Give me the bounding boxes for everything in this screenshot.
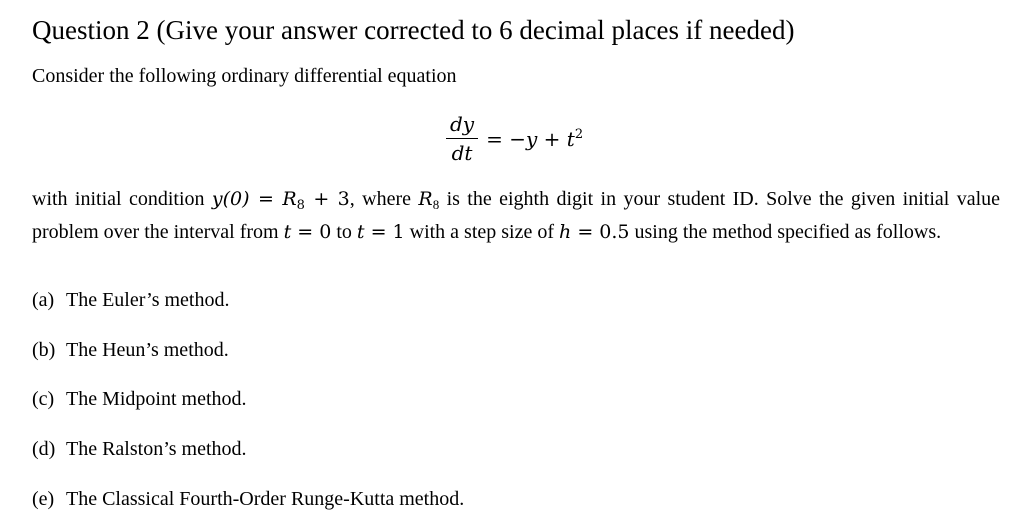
rhs-exponent: 2 [574,126,584,142]
t-symbol: t [356,221,365,243]
initial-condition [211,188,350,213]
part-b [32,337,229,363]
part-text: The Midpoint method. [66,388,247,410]
h-symbol: h [559,221,572,243]
ic-expr: y(0) = [211,188,283,210]
part-label: (a) [32,289,55,311]
fraction-bar [446,138,478,139]
t-end: = 1 [364,221,405,243]
part-label: (e) [32,488,55,510]
question-intro: Consider the following ordinary differential equation [32,65,457,87]
t-start: = 0 [291,221,332,243]
part-text: The Ralston’s method. [66,438,247,460]
statement-text: , where [349,188,419,210]
step-size: = 0.5 [571,221,630,243]
part-d [32,436,247,462]
part-text: The Euler’s method. [66,289,230,311]
statement-text: with a step size of [404,221,560,243]
part-text: The Heun’s method. [66,339,229,361]
question-title: Question 2 (Give your answer corrected to 6 decimal places if needed) [32,15,795,45]
rhs-prefix: = − [486,126,526,151]
r-symbol: R [282,188,297,210]
part-c [32,386,247,412]
part-e [32,486,464,512]
r-subscript: 8 [432,197,440,212]
equation-rhs [486,127,583,151]
part-label: (c) [32,388,55,410]
ode-equation [446,112,583,165]
r-subscript: 8 [296,198,305,213]
problem-statement [32,186,1000,245]
rhs-y: y [525,126,538,151]
part-label: (d) [32,438,56,460]
rhs-plus: + [537,126,567,151]
t-symbol: t [283,221,292,243]
statement-text: is the eighth digit in your student ID. Solve the given initial value problem over the interval from [32,188,1001,243]
part-a [32,287,229,313]
statement-text: using the method specified as follows. [629,221,942,243]
rhs-t: t [566,126,575,151]
r-symbol: R [418,188,433,210]
statement-text: to [331,221,357,243]
part-label: (b) [32,339,56,361]
derivative-fraction [446,112,478,165]
fraction-denominator: dt [451,141,473,165]
fraction-numerator: dy [450,112,475,136]
part-text: The Classical Fourth-Order Runge-Kutta method. [66,488,465,510]
ic-plus: + 3 [304,188,350,210]
statement-text: with initial condition [32,188,212,210]
